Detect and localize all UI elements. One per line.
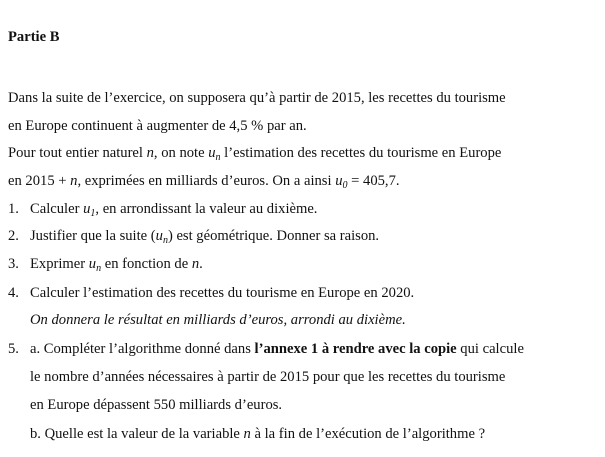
paragraph-1-line-2: en Europe continuent à augmenter de 4,5 % par an. <box>8 118 307 134</box>
variable-u: u <box>155 228 163 244</box>
question-4 <box>8 283 414 303</box>
question-4-note: On donnera le résultat en milliards d’euros, arrondi au dixième. <box>30 312 406 328</box>
text-fragment: , exprimées en milliards d’euros. On a ainsi <box>77 173 336 189</box>
question-number: 3. <box>8 256 19 272</box>
question-5a-line-3: en Europe dépassent 550 milliards d’euros. <box>30 397 283 413</box>
text-fragment: en fonction de <box>101 256 192 272</box>
question-number: 2. <box>8 228 19 244</box>
variable-u: u <box>208 145 216 161</box>
text-fragment: a. Compléter l’algorithme donné dans <box>30 341 255 357</box>
question-3 <box>8 254 203 274</box>
text-fragment: Justifier que la suite ( <box>30 228 156 244</box>
text-fragment: à la fin de l’exécution de l’algorithme ? <box>250 426 486 442</box>
text-fragment: . <box>199 256 203 272</box>
variable-u: u <box>83 201 91 217</box>
question-text: Calculer l’estimation des recettes du tourisme en Europe en 2020. <box>30 285 415 301</box>
question-5a-line-2: le nombre d’années nécessaires à partir de 2015 pour que les recettes du tourisme <box>30 369 506 385</box>
subscript-n: n <box>162 235 168 246</box>
paragraph-2-line-1 <box>8 143 501 163</box>
variable-n: n <box>243 426 251 442</box>
subscript-1: 1 <box>90 208 96 219</box>
subscript-n: n <box>96 263 102 274</box>
subscript-0: 0 <box>342 180 348 191</box>
text-fragment: Pour tout entier naturel <box>8 145 147 161</box>
text-fragment: Calculer <box>30 201 84 217</box>
text-fragment: , on note <box>153 145 209 161</box>
question-5a <box>8 339 524 359</box>
text-fragment: l’estimation des recettes du tourisme en Europe <box>220 145 502 161</box>
variable-u: u <box>335 173 343 189</box>
question-5b <box>30 424 485 444</box>
question-number: 4. <box>8 285 19 301</box>
question-2 <box>8 226 379 246</box>
question-1 <box>8 199 317 219</box>
variable-n: n <box>70 173 78 189</box>
text-fragment: b. Quelle est la valeur de la variable <box>30 426 244 442</box>
text-fragment: Exprimer <box>30 256 89 272</box>
subscript-n: n <box>215 152 221 163</box>
text-fragment: = 405,7. <box>347 173 400 189</box>
question-number: 5. <box>8 341 19 357</box>
variable-n: n <box>146 145 154 161</box>
variable-n: n <box>191 256 200 272</box>
text-fragment: ) est géométrique. Donner sa raison. <box>167 228 380 244</box>
paragraph-2-line-2 <box>8 171 400 191</box>
text-fragment: qui calcule <box>456 341 524 357</box>
annex-reference: l’annexe 1 à rendre avec la copie <box>254 341 457 357</box>
section-title: Partie B <box>8 29 60 45</box>
question-number: 1. <box>8 201 19 217</box>
paragraph-1-line-1: Dans la suite de l’exercice, on supposera qu’à partir de 2015, les recettes du tourisme <box>8 90 506 106</box>
text-fragment: en 2015 + <box>8 173 71 189</box>
text-fragment: , en arrondissant la valeur au dixième. <box>95 201 318 217</box>
variable-u: u <box>88 256 97 272</box>
